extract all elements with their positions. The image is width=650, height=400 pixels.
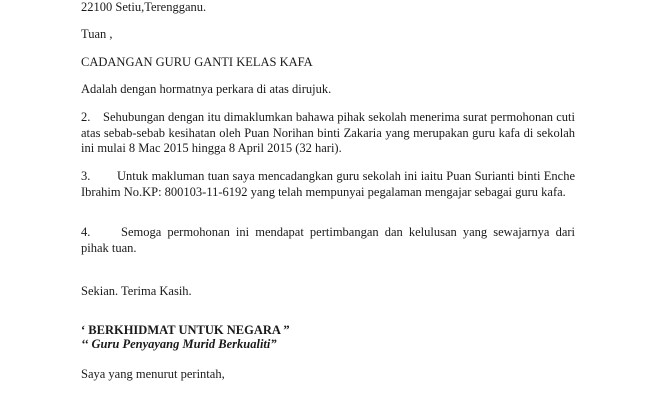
paragraph-number: 2. bbox=[81, 110, 91, 124]
paragraph-number: 4. bbox=[81, 225, 91, 239]
subject-heading bbox=[81, 55, 313, 70]
subject-text: CADANGAN GURU GANTI KELAS KAFA bbox=[81, 55, 313, 69]
sign-off-line: Saya yang menurut perintah, bbox=[81, 367, 225, 381]
paragraph-number: 3. bbox=[81, 169, 91, 183]
closing-line: Sekian. Terima Kasih. bbox=[81, 284, 192, 298]
paragraph-2 bbox=[81, 110, 575, 157]
paragraph-text: Semoga permohonan ini mendapat pertimbangan dan kelulusan yang sewajarnya dari pihak tuan. bbox=[81, 225, 575, 255]
opening-line: Adalah dengan hormatnya perkara di atas dirujuk. bbox=[81, 82, 332, 96]
address-line: 22100 Setiu,Terengganu. bbox=[81, 0, 207, 14]
paragraph-text: Untuk makluman tuan saya mencadangkan guru sekolah ini iaitu Puan Surianti binti Enche Ibrahim No.KP: 800103-11-6192 yang telah mempunyai pegalaman mengajar sebagai guru kafa. bbox=[81, 169, 575, 199]
motto-line-2: ‘‘ Guru Penyayang Murid Berkualiti” bbox=[81, 337, 277, 351]
salutation: Tuan , bbox=[81, 27, 113, 41]
motto-line-1: ‘ BERKHIDMAT UNTUK NEGARA ” bbox=[81, 323, 290, 337]
paragraph-3 bbox=[81, 169, 575, 200]
paragraph-text: Sehubungan dengan itu dimaklumkan bahawa pihak sekolah menerima surat permohonan cuti atas sebab-sebab kesihatan oleh Puan Norihan binti Zakaria yang merupakan guru kafa di sekolah ini mulai 8 Mac 2015 hingga 8 April 2015 (32 hari). bbox=[81, 110, 575, 155]
paragraph-4 bbox=[81, 225, 575, 256]
